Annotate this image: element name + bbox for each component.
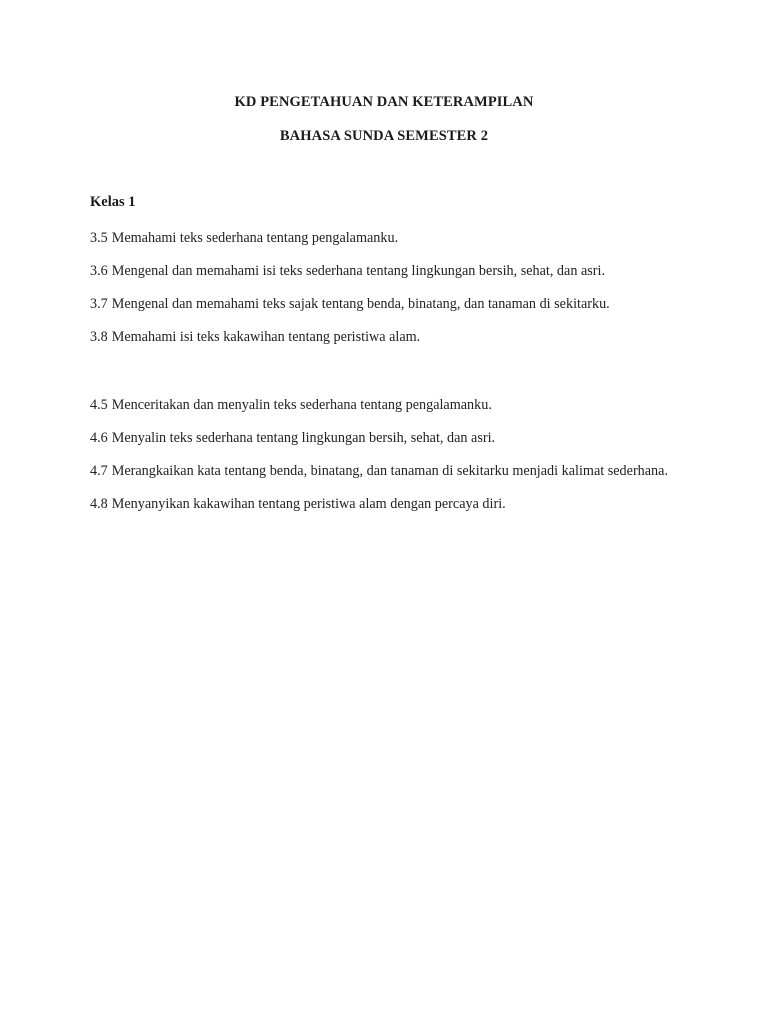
item-number: 4.8 (90, 496, 108, 512)
knowledge-competency-list (90, 228, 670, 360)
list-item (90, 261, 670, 281)
item-text: Merangkaikan kata tentang benda, binatang, dan tanaman di sekitarku menjadi kalimat sederhana. (111, 463, 668, 479)
item-text: Mengenal dan memahami isi teks sederhana tentang lingkungan bersih, sehat, dan asri. (111, 263, 605, 279)
skill-competency-list (90, 395, 670, 527)
list-item (90, 228, 670, 248)
document-subtitle: BAHASA SUNDA SEMESTER 2 (279, 128, 489, 144)
item-number: 3.7 (90, 296, 108, 312)
document-title: KD PENGETAHUAN DAN KETERAMPILAN (234, 94, 534, 110)
list-item (90, 395, 670, 415)
item-text: Menyalin teks sederhana tentang lingkungan bersih, sehat, dan asri. (111, 430, 496, 446)
item-number: 3.8 (90, 329, 108, 345)
list-item (90, 428, 670, 448)
list-item (90, 327, 670, 347)
class-heading: Kelas 1 (90, 194, 136, 210)
item-number: 3.6 (90, 263, 108, 279)
item-text: Mengenal dan memahami teks sajak tentang benda, binatang, dan tanaman di sekitarku. (111, 296, 610, 312)
item-number: 3.5 (90, 230, 108, 246)
item-number: 4.6 (90, 430, 108, 446)
item-text: Memahami teks sederhana tentang pengalamanku. (111, 230, 399, 246)
list-item (90, 461, 670, 481)
list-item (90, 494, 670, 514)
item-text: Menceritakan dan menyalin teks sederhana tentang pengalamanku. (111, 397, 492, 413)
item-number: 4.7 (90, 463, 108, 479)
list-item (90, 294, 670, 314)
item-text: Menyanyikan kakawihan tentang peristiwa alam dengan percaya diri. (111, 496, 506, 512)
item-number: 4.5 (90, 397, 108, 413)
item-text: Memahami isi teks kakawihan tentang peristiwa alam. (111, 329, 421, 345)
